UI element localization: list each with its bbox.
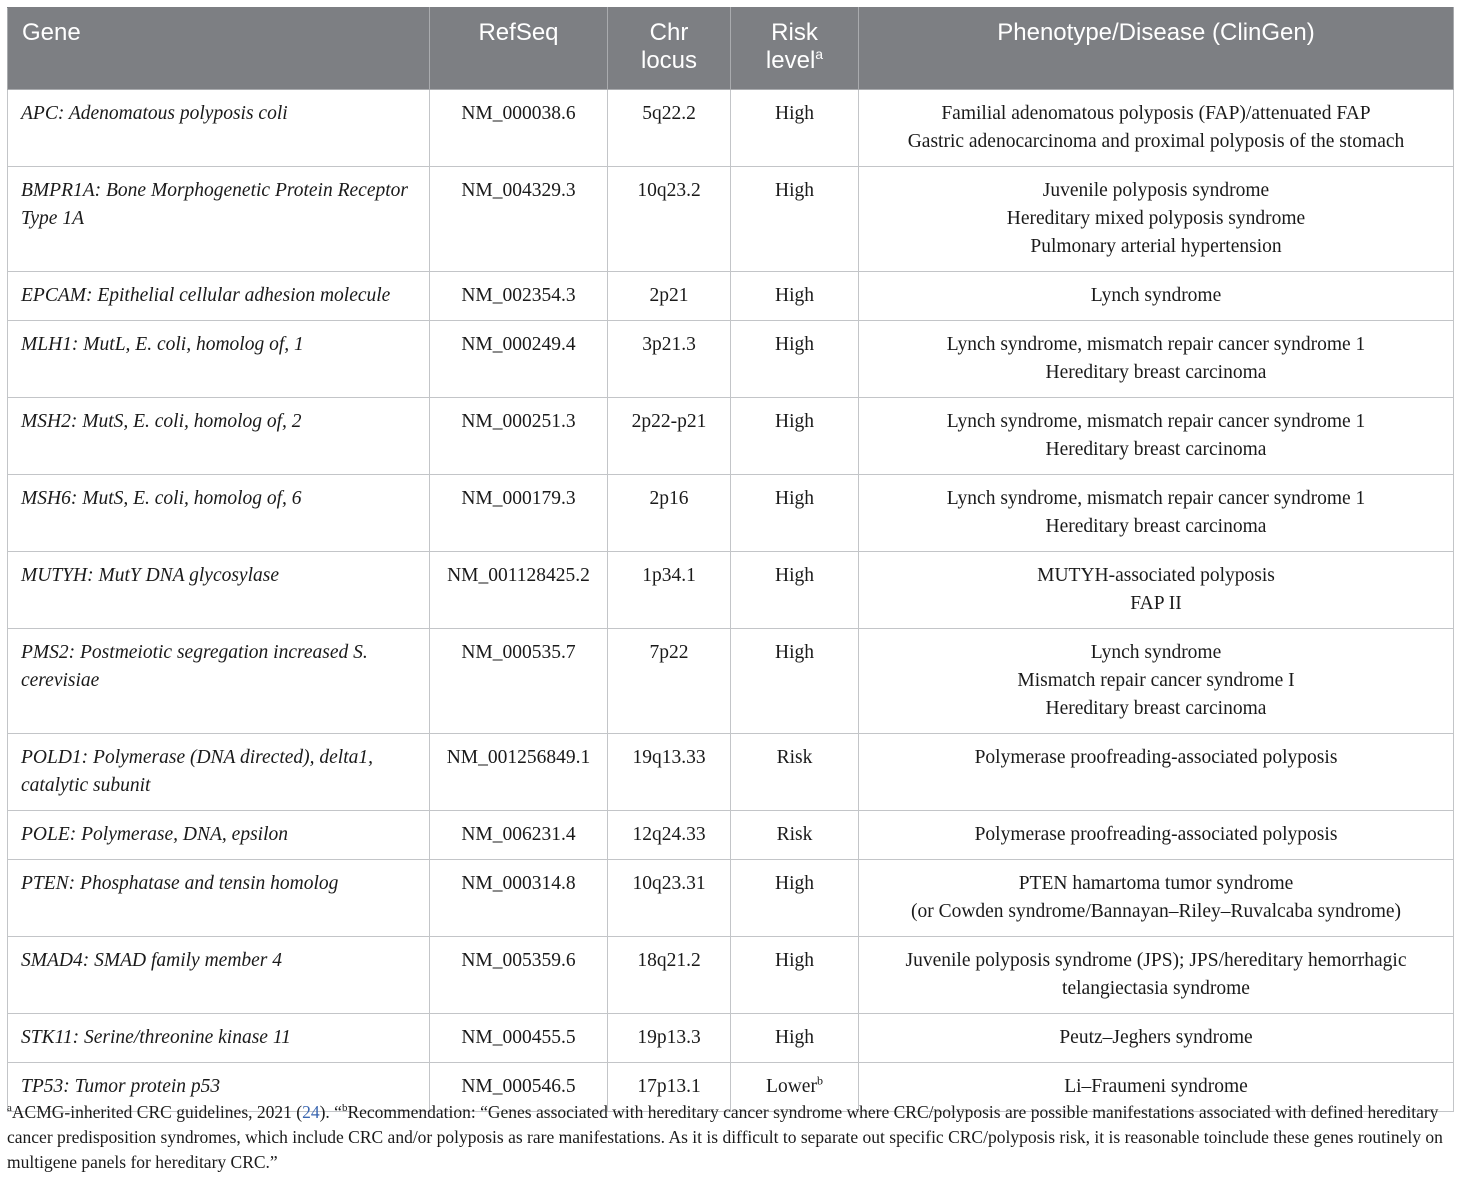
cell-chr-locus: 17p13.1 (608, 1063, 731, 1112)
cell-phenotype (859, 552, 1454, 629)
cell-gene: MSH2: MutS, E. coli, homolog of, 2 (8, 398, 430, 475)
cell-refseq: NM_001128425.2 (430, 552, 608, 629)
header-phenotype (859, 8, 1454, 90)
cell-gene: POLD1: Polymerase (DNA directed), delta1, catalytic subunit (8, 734, 430, 811)
phenotype-line: Hereditary breast carcinoma (1045, 439, 1267, 460)
cell-gene: MLH1: MutL, E. coli, homolog of, 1 (8, 321, 430, 398)
risk-value: High (775, 1027, 814, 1048)
cell-phenotype (859, 272, 1454, 321)
cell-chr-locus: 7p22 (608, 629, 731, 734)
header-gene-label: Gene (22, 19, 81, 46)
risk-value: High (775, 950, 814, 971)
cell-chr-locus: 1p34.1 (608, 552, 731, 629)
cell-risk-level (731, 937, 859, 1014)
risk-value: High (775, 103, 814, 124)
cell-risk-level (731, 167, 859, 272)
cell-refseq: NM_001256849.1 (430, 734, 608, 811)
phenotype-line: Pulmonary arterial hypertension (1030, 236, 1282, 257)
cell-gene: PMS2: Postmeiotic segregation increased S. cerevisiae (8, 629, 430, 734)
risk-value: High (775, 411, 814, 432)
cell-refseq: NM_000455.5 (430, 1014, 608, 1063)
table-row (8, 90, 1454, 167)
phenotype-line: Familial adenomatous polyposis (FAP)/attenuated FAP (941, 103, 1371, 124)
cell-chr-locus: 2p21 (608, 272, 731, 321)
cell-risk-level (731, 1014, 859, 1063)
header-chr-line1: Chr (649, 19, 689, 46)
cell-risk-level (731, 552, 859, 629)
table-row (8, 321, 1454, 398)
phenotype-line: Hereditary breast carcinoma (1045, 698, 1267, 719)
cell-refseq: NM_000249.4 (430, 321, 608, 398)
header-row (8, 8, 1454, 90)
cell-phenotype (859, 90, 1454, 167)
table-row (8, 272, 1454, 321)
table-row (8, 937, 1454, 1014)
footnote-text-b: Recommendation: “Genes associated with hereditary cancer syndrome where CRC/polyposis are possible manifestations associated with defined hereditary cancer predisposition syndromes, which include CRC and/or polyposis as rare manifestations. As it is difficult to separate out specific CRC/polyposis risk, it is reasonable toinclude these genes routinely on multigene panels for hereditary CRC.” (7, 1102, 1443, 1172)
cell-refseq: NM_002354.3 (430, 272, 608, 321)
table-row (8, 167, 1454, 272)
cell-phenotype (859, 167, 1454, 272)
header-risk-level (731, 8, 859, 90)
cell-chr-locus: 18q21.2 (608, 937, 731, 1014)
cell-refseq: NM_006231.4 (430, 811, 608, 860)
cell-gene: MUTYH: MutY DNA glycosylase (8, 552, 430, 629)
cell-refseq: NM_000546.5 (430, 1063, 608, 1112)
cell-chr-locus: 2p16 (608, 475, 731, 552)
phenotype-line: Hereditary mixed polyposis syndrome (1006, 208, 1306, 229)
phenotype-line: Juvenile polyposis syndrome (JPS); JPS/hereditary hemorrhagic telangiectasia syndrome (905, 950, 1407, 999)
cell-gene: PTEN: Phosphatase and tensin homolog (8, 860, 430, 937)
cell-refseq: NM_000251.3 (430, 398, 608, 475)
phenotype-line: Polymerase proofreading-associated polyposis (974, 747, 1338, 768)
table-row (8, 398, 1454, 475)
cell-refseq: NM_000314.8 (430, 860, 608, 937)
cell-risk-level (731, 629, 859, 734)
header-risk-footnote-marker: a (815, 46, 824, 62)
cell-chr-locus: 10q23.2 (608, 167, 731, 272)
phenotype-line: Hereditary breast carcinoma (1045, 516, 1267, 537)
cell-chr-locus: 5q22.2 (608, 90, 731, 167)
cell-gene: BMPR1A: Bone Morphogenetic Protein Receptor Type 1A (8, 167, 430, 272)
cell-phenotype (859, 734, 1454, 811)
reference-link[interactable]: 24 (302, 1102, 320, 1122)
cell-risk-level (731, 90, 859, 167)
cell-phenotype (859, 629, 1454, 734)
phenotype-line: Lynch syndrome, mismatch repair cancer syndrome 1 (946, 334, 1366, 355)
phenotype-line: Gastric adenocarcinoma and proximal polyposis of the stomach (907, 131, 1405, 152)
gene-table (7, 7, 1454, 1115)
risk-value: Lower (766, 1076, 817, 1097)
risk-value: High (775, 180, 814, 201)
cell-phenotype (859, 398, 1454, 475)
cell-risk-level (731, 475, 859, 552)
phenotype-line: Lynch syndrome (1090, 285, 1222, 306)
cell-chr-locus: 10q23.31 (608, 860, 731, 937)
phenotype-line: (or Cowden syndrome/Bannayan–Riley–Ruvalcaba syndrome) (910, 901, 1402, 922)
cell-gene: APC: Adenomatous polyposis coli (8, 90, 430, 167)
cell-phenotype (859, 321, 1454, 398)
cell-chr-locus: 2p22-p21 (608, 398, 731, 475)
phenotype-line: Lynch syndrome (1090, 642, 1222, 663)
cell-risk-level (731, 398, 859, 475)
cell-chr-locus: 19p13.3 (608, 1014, 731, 1063)
risk-value: High (775, 334, 814, 355)
cell-chr-locus: 3p21.3 (608, 321, 731, 398)
table-row (8, 475, 1454, 552)
risk-value: Risk (776, 824, 813, 845)
phenotype-line: Peutz–Jeghers syndrome (1059, 1027, 1253, 1048)
cell-risk-level (731, 811, 859, 860)
cell-gene: MSH6: MutS, E. coli, homolog of, 6 (8, 475, 430, 552)
footnote-marker-a: a (7, 1102, 12, 1115)
table-header (8, 8, 1454, 90)
table-row (8, 1014, 1454, 1063)
gene-table-container (7, 7, 1453, 1115)
cell-refseq: NM_004329.3 (430, 167, 608, 272)
cell-risk-level (731, 860, 859, 937)
header-refseq (430, 8, 608, 90)
cell-gene: POLE: Polymerase, DNA, epsilon (8, 811, 430, 860)
risk-value: High (775, 488, 814, 509)
header-refseq-label: RefSeq (478, 19, 559, 46)
cell-risk-level (731, 321, 859, 398)
header-chr-locus (608, 8, 731, 90)
table-row (8, 860, 1454, 937)
cell-refseq: NM_000179.3 (430, 475, 608, 552)
cell-risk-level (731, 734, 859, 811)
cell-chr-locus: 19q13.33 (608, 734, 731, 811)
phenotype-line: Lynch syndrome, mismatch repair cancer syndrome 1 (946, 411, 1366, 432)
risk-footnote-marker: b (816, 1073, 823, 1088)
cell-risk-level (731, 272, 859, 321)
risk-value: High (775, 285, 814, 306)
cell-phenotype (859, 937, 1454, 1014)
cell-phenotype (859, 811, 1454, 860)
header-gene (8, 8, 430, 90)
header-chr-line2: locus (640, 47, 698, 74)
cell-phenotype (859, 860, 1454, 937)
table-row (8, 552, 1454, 629)
cell-gene: EPCAM: Epithelial cellular adhesion molecule (8, 272, 430, 321)
table-row (8, 629, 1454, 734)
phenotype-line: FAP II (1130, 593, 1182, 614)
cell-phenotype (859, 475, 1454, 552)
table-row (8, 734, 1454, 811)
risk-value: High (775, 565, 814, 586)
table-footnote (7, 1100, 1453, 1175)
phenotype-line: PTEN hamartoma tumor syndrome (1018, 873, 1294, 894)
cell-gene: SMAD4: SMAD family member 4 (8, 937, 430, 1014)
phenotype-line: Li–Fraumeni syndrome (1064, 1076, 1248, 1097)
footnote-text-a: ACMG-inherited CRC guidelines, 2021 ( (11, 1102, 303, 1122)
cell-refseq: NM_000535.7 (430, 629, 608, 734)
cell-refseq: NM_000038.6 (430, 90, 608, 167)
cell-gene: STK11: Serine/threonine kinase 11 (8, 1014, 430, 1063)
footnote-marker-b: b (341, 1102, 348, 1115)
risk-value: High (775, 642, 814, 663)
table-row (8, 811, 1454, 860)
phenotype-line: Polymerase proofreading-associated polyposis (974, 824, 1338, 845)
table-body (7, 90, 1454, 1115)
cell-gene: TP53: Tumor protein p53 (8, 1063, 430, 1112)
phenotype-line: MUTYH-associated polyposis (1037, 565, 1275, 586)
phenotype-line: Hereditary breast carcinoma (1045, 362, 1267, 383)
risk-value: High (775, 873, 814, 894)
risk-value: Risk (776, 747, 813, 768)
cell-refseq: NM_005359.6 (430, 937, 608, 1014)
cell-phenotype (859, 1014, 1454, 1063)
phenotype-line: Juvenile polyposis syndrome (1042, 180, 1270, 201)
header-risk-line1: Risk (771, 19, 818, 46)
header-phenotype-label: Phenotype/Disease (ClinGen) (997, 19, 1315, 46)
phenotype-line: Lynch syndrome, mismatch repair cancer syndrome 1 (946, 488, 1366, 509)
footnote-text-a-end: ). “ (319, 1102, 342, 1122)
phenotype-line: Mismatch repair cancer syndrome I (1017, 670, 1295, 691)
cell-chr-locus: 12q24.33 (608, 811, 731, 860)
header-risk-line2: level (765, 47, 816, 74)
